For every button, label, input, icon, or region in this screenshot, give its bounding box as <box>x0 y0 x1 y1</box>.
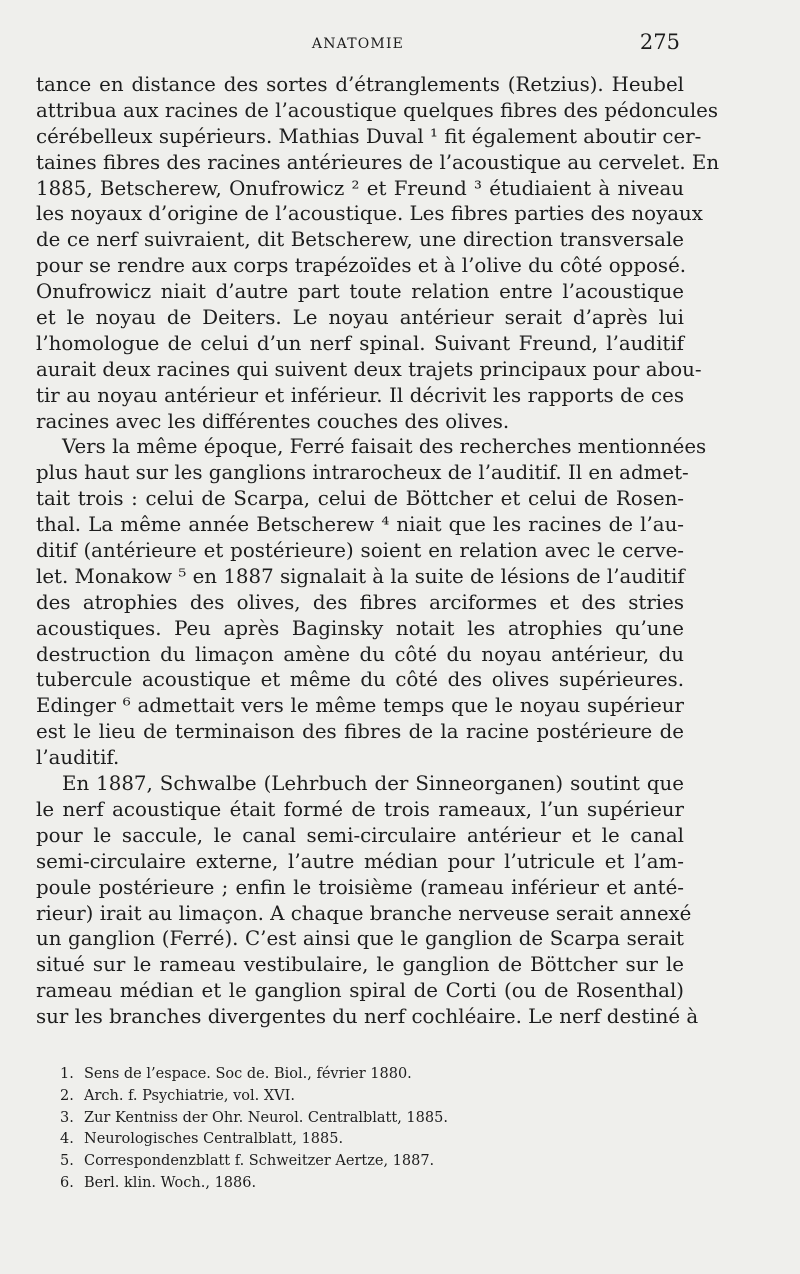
footnote-text: Arch. f. Psychiatrie, vol. XVI. <box>84 1087 295 1104</box>
footnote-number: 1. <box>60 1066 74 1082</box>
text-line: rameau médian et le ganglion spiral de Corti (ou de Rosenthal) <box>36 979 684 1003</box>
text-line: tir au noyau antérieur et inférieur. Il décrivit les rapports de ces <box>36 383 684 407</box>
text-line: tait trois : celui de Scarpa, celui de Böttcher et celui de Rosen- <box>36 487 684 511</box>
text-line: est le lieu de terminaison des fibres de la racine postérieure de <box>36 720 684 744</box>
text-line: taines fibres des racines antérieures de l’acoustique au cervelet. En <box>36 150 720 174</box>
paragraph <box>36 72 720 434</box>
running-title: ANATOMIE <box>311 36 405 52</box>
text-line: des atrophies des olives, des fibres arciformes et des stries <box>36 590 684 614</box>
footnote-text: Sens de l’espace. Soc de. Biol., février 1880. <box>84 1066 412 1082</box>
text-line: 1885, Betscherew, Onufrowicz ² et Freund ³ étudiaient à niveau <box>36 176 684 200</box>
page-header <box>36 30 680 56</box>
text-line: attribua aux racines de l’acoustique quelques fibres des pédoncules <box>36 98 719 122</box>
footnote-number: 4. <box>60 1131 74 1148</box>
footnote <box>60 1173 680 1195</box>
text-line: sur les branches divergentes du nerf cochléaire. Le nerf destiné à <box>36 1005 699 1029</box>
text-line: situé sur le rameau vestibulaire, le ganglion de Böttcher sur le <box>36 953 684 977</box>
footnote <box>60 1064 680 1086</box>
text-line: ditif (antérieure et postérieure) soient en relation avec le cerve- <box>36 539 684 563</box>
text-line: un ganglion (Ferré). C’est ainsi que le ganglion de Scarpa serait <box>36 927 684 951</box>
footnote <box>60 1151 680 1173</box>
footnote <box>60 1129 680 1151</box>
footnote-number: 3. <box>60 1109 74 1126</box>
footnote <box>60 1108 680 1130</box>
footnote-text: Correspondenzblatt f. Schweitzer Aertze, 1887. <box>84 1153 435 1170</box>
text-line: Onufrowicz niait d’autre part toute relation entre l’acoustique <box>36 280 684 304</box>
page-number: 275 <box>639 30 680 54</box>
text-line: let. Monakow ⁵ en 1887 signalait à la suite de lésions de l’auditif <box>36 564 685 588</box>
text-line: et le noyau de Deiters. Le noyau antérieur serait d’après lui <box>36 306 684 330</box>
text-line: de ce nerf suivraient, dit Betscherew, une direction transversale <box>36 228 684 252</box>
text-line: Edinger ⁶ admettait vers le même temps que le noyau supérieur <box>36 694 684 718</box>
paragraph <box>36 434 707 771</box>
text-line: tance en distance des sortes d’étranglements (Retzius). Heubel <box>36 73 684 96</box>
text-line: plus haut sur les ganglions intrarocheux de l’auditif. Il en admet- <box>36 461 689 485</box>
body-text <box>36 72 720 1030</box>
footnote-text: Berl. klin. Woch., 1886. <box>84 1174 257 1191</box>
text-line: tubercule acoustique et même du côté des olives supérieures. <box>36 668 684 692</box>
text-line: poule postérieure ; enfin le troisième (rameau inférieur et anté- <box>36 875 684 899</box>
text-line: racines avec les différentes couches des olives. <box>36 409 510 433</box>
text-line: acoustiques. Peu après Baginsky notait les atrophies qu’une <box>36 616 684 640</box>
text-line: rieur) irait au limaçon. A chaque branche nerveuse serait annexé <box>36 901 692 925</box>
text-line: thal. La même année Betscherew ⁴ niait que les racines de l’au- <box>36 513 684 537</box>
footnote-number: 6. <box>60 1174 74 1191</box>
footnote-text: Neurologisches Centralblatt, 1885. <box>84 1131 344 1148</box>
text-line: En 1887, Schwalbe (Lehrbuch der Sinneorganen) soutint que <box>62 772 684 796</box>
text-line: Vers la même époque, Ferré faisait des recherches mentionnées <box>62 435 707 459</box>
footnote-number: 5. <box>60 1153 74 1170</box>
text-line: cérébelleux supérieurs. Mathias Duval ¹ fit également aboutir cer- <box>36 124 702 148</box>
text-line: les noyaux d’origine de l’acoustique. Les fibres parties des noyaux <box>36 202 703 226</box>
footnotes <box>60 1064 680 1195</box>
text-line: le nerf acoustique était formé de trois rameaux, l’un supérieur <box>36 797 684 821</box>
text-line: pour le saccule, le canal semi-circulaire antérieur et le canal <box>36 823 684 847</box>
footnote-text: Zur Kentniss der Ohr. Neurol. Centralblatt, 1885. <box>84 1109 448 1126</box>
text-line: destruction du limaçon amène du côté du noyau antérieur, du <box>36 642 684 666</box>
footnote <box>60 1086 680 1108</box>
text-line: l’homologue de celui d’un nerf spinal. Suivant Freund, l’auditif <box>36 331 684 355</box>
text-line: aurait deux racines qui suivent deux trajets principaux pour abou- <box>36 357 702 381</box>
text-line: l’auditif. <box>36 746 120 770</box>
text-line: semi-circulaire externe, l’autre médian pour l’utricule et l’am- <box>36 849 684 873</box>
text-line: pour se rendre aux corps trapézoïdes et à l’olive du côté opposé. <box>36 254 687 278</box>
footnote-number: 2. <box>60 1087 74 1104</box>
paragraph <box>36 771 699 1030</box>
